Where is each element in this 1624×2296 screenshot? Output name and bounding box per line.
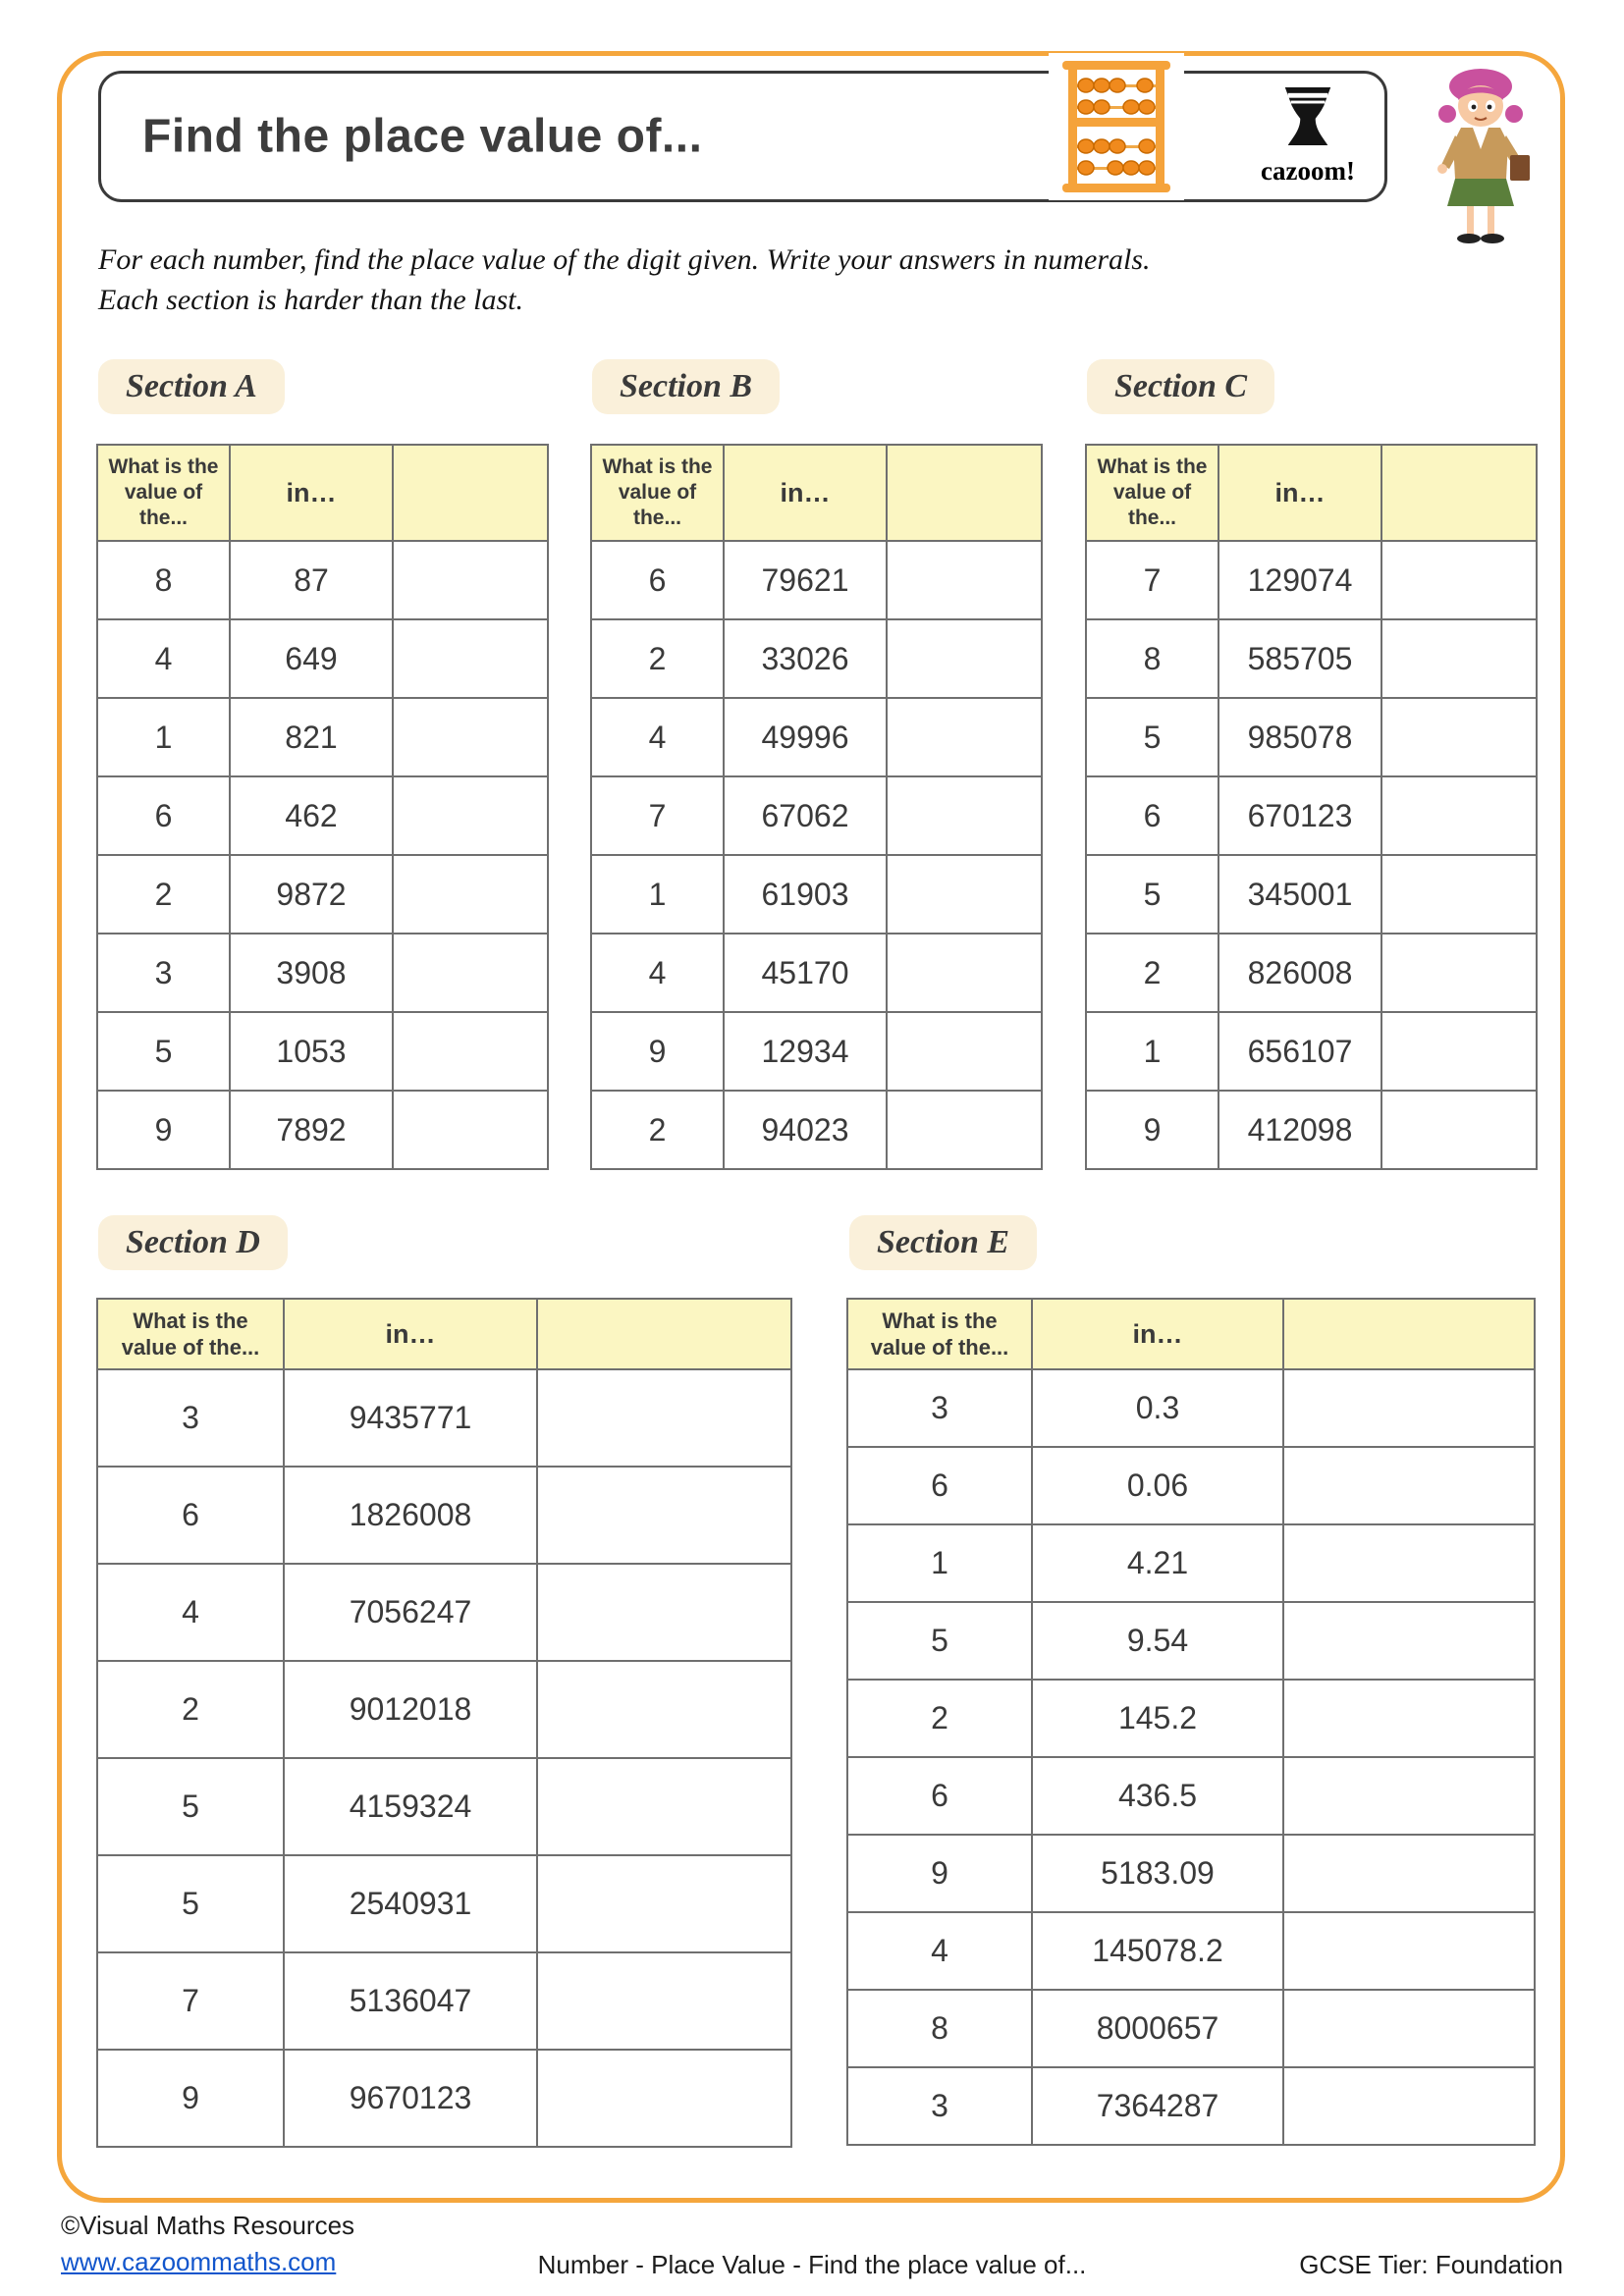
answer-cell[interactable]	[1381, 855, 1537, 934]
digit-cell: 5	[97, 1855, 284, 1952]
answer-cell[interactable]	[887, 776, 1042, 855]
answer-cell[interactable]	[887, 855, 1042, 934]
answer-cell[interactable]	[1283, 1757, 1535, 1835]
table-row	[847, 1524, 1535, 1602]
digit-cell: 6	[1086, 776, 1218, 855]
number-cell: 7364287	[1032, 2067, 1283, 2145]
number-cell: 45170	[724, 934, 887, 1012]
section-a-table	[96, 444, 549, 1170]
header-what-cell: What is the value of the...	[1086, 445, 1218, 541]
table-row	[97, 1091, 548, 1169]
number-cell: 345001	[1218, 855, 1381, 934]
digit-cell: 2	[591, 619, 724, 698]
answer-cell[interactable]	[1381, 934, 1537, 1012]
section-d-table	[96, 1298, 792, 2148]
table-row	[1086, 1012, 1537, 1091]
table-row	[97, 698, 548, 776]
digit-cell: 1	[591, 855, 724, 934]
table-row	[1086, 1091, 1537, 1169]
answer-cell[interactable]	[1381, 619, 1537, 698]
digit-cell: 8	[847, 1990, 1032, 2067]
answer-cell[interactable]	[1381, 1012, 1537, 1091]
table-row	[97, 1952, 791, 2050]
table-row	[847, 1912, 1535, 1990]
footer-worksheet-path: Number - Place Value - Find the place value of...	[537, 2250, 1087, 2279]
table-row	[97, 1369, 791, 1467]
answer-cell[interactable]	[887, 1091, 1042, 1169]
digit-cell: 8	[97, 541, 230, 619]
number-cell: 5136047	[284, 1952, 537, 2050]
number-cell: 7892	[230, 1091, 393, 1169]
table-row	[97, 1855, 791, 1952]
answer-cell[interactable]	[537, 1564, 791, 1661]
table-row	[591, 619, 1042, 698]
section-d-title: Section D	[98, 1215, 288, 1270]
header-answer-cell	[887, 445, 1042, 541]
answer-cell[interactable]	[537, 1369, 791, 1467]
table-row	[97, 776, 548, 855]
digit-cell: 4	[97, 1564, 284, 1661]
number-cell: 585705	[1218, 619, 1381, 698]
title-box	[98, 71, 1387, 202]
table-row	[97, 541, 548, 619]
table-row	[847, 1602, 1535, 1680]
table-row	[591, 1012, 1042, 1091]
table-row	[97, 2050, 791, 2147]
digit-cell: 5	[1086, 855, 1218, 934]
header-answer-cell	[1283, 1299, 1535, 1369]
digit-cell: 6	[591, 541, 724, 619]
answer-cell[interactable]	[393, 776, 548, 855]
instructions-line-2: Each section is harder than the last.	[98, 284, 524, 316]
answer-cell[interactable]	[537, 2050, 791, 2147]
answer-cell[interactable]	[393, 698, 548, 776]
answer-cell[interactable]	[393, 541, 548, 619]
table-row	[847, 1369, 1535, 1447]
digit-cell: 4	[97, 619, 230, 698]
number-cell: 649	[230, 619, 393, 698]
digit-cell: 3	[97, 934, 230, 1012]
answer-cell[interactable]	[1283, 2067, 1535, 2145]
answer-cell[interactable]	[1283, 1524, 1535, 1602]
table-row	[847, 1835, 1535, 1912]
answer-cell[interactable]	[537, 1758, 791, 1855]
number-cell: 9872	[230, 855, 393, 934]
header-in-cell: in…	[724, 445, 887, 541]
answer-cell[interactable]	[887, 1012, 1042, 1091]
answer-cell[interactable]	[1283, 1369, 1535, 1447]
table-row	[591, 934, 1042, 1012]
table-header-row	[97, 1299, 791, 1369]
answer-cell[interactable]	[537, 1952, 791, 2050]
answer-cell[interactable]	[1283, 1990, 1535, 2067]
answer-cell[interactable]	[1381, 776, 1537, 855]
header-in-cell: in…	[1032, 1299, 1283, 1369]
digit-cell: 9	[97, 2050, 284, 2147]
number-cell: 129074	[1218, 541, 1381, 619]
digit-cell: 1	[847, 1524, 1032, 1602]
answer-cell[interactable]	[537, 1855, 791, 1952]
table-row	[97, 619, 548, 698]
section-b-table	[590, 444, 1043, 1170]
answer-cell[interactable]	[393, 619, 548, 698]
table-row	[847, 2067, 1535, 2145]
number-cell: 61903	[724, 855, 887, 934]
table-row	[97, 1564, 791, 1661]
table-header-row	[847, 1299, 1535, 1369]
table-row	[97, 1661, 791, 1758]
number-cell: 412098	[1218, 1091, 1381, 1169]
number-cell: 9670123	[284, 2050, 537, 2147]
answer-cell[interactable]	[1283, 1602, 1535, 1680]
table-row	[847, 1757, 1535, 1835]
number-cell: 2540931	[284, 1855, 537, 1952]
table-row	[1086, 934, 1537, 1012]
digit-cell: 2	[97, 1661, 284, 1758]
digit-cell: 4	[847, 1912, 1032, 1990]
answer-cell[interactable]	[393, 1091, 548, 1169]
header-answer-cell	[537, 1299, 791, 1369]
digit-cell: 6	[97, 1467, 284, 1564]
table-row	[97, 1467, 791, 1564]
answer-cell[interactable]	[1283, 1447, 1535, 1524]
digit-cell: 4	[591, 698, 724, 776]
table-header-row	[591, 445, 1042, 541]
table-row	[591, 698, 1042, 776]
number-cell: 145.2	[1032, 1680, 1283, 1757]
footer-copyright: ©Visual Maths Resources	[61, 2211, 355, 2240]
table-row	[1086, 698, 1537, 776]
instructions	[98, 240, 1443, 320]
digit-cell: 2	[847, 1680, 1032, 1757]
number-cell: 656107	[1218, 1012, 1381, 1091]
section-e-table	[846, 1298, 1536, 2146]
header-in-cell: in…	[230, 445, 393, 541]
answer-cell[interactable]	[537, 1467, 791, 1564]
digit-cell: 9	[1086, 1091, 1218, 1169]
table-row	[97, 1758, 791, 1855]
answer-cell[interactable]	[1283, 1912, 1535, 1990]
table-row	[1086, 619, 1537, 698]
table-row	[1086, 855, 1537, 934]
number-cell: 462	[230, 776, 393, 855]
table-row	[591, 541, 1042, 619]
number-cell: 4.21	[1032, 1524, 1283, 1602]
answer-cell[interactable]	[537, 1661, 791, 1758]
number-cell: 985078	[1218, 698, 1381, 776]
cazoom-drum-icon	[1279, 84, 1336, 149]
digit-cell: 4	[591, 934, 724, 1012]
footer-website-link[interactable]: www.cazoommaths.com	[61, 2247, 337, 2276]
table-row	[1086, 776, 1537, 855]
digit-cell: 5	[847, 1602, 1032, 1680]
answer-cell[interactable]	[1283, 1835, 1535, 1912]
number-cell: 670123	[1218, 776, 1381, 855]
table-row	[97, 934, 548, 1012]
number-cell: 826008	[1218, 934, 1381, 1012]
digit-cell: 2	[97, 855, 230, 934]
number-cell: 9012018	[284, 1661, 537, 1758]
section-a-title: Section A	[98, 359, 285, 414]
digit-cell: 3	[97, 1369, 284, 1467]
table-row	[97, 1012, 548, 1091]
digit-cell: 9	[97, 1091, 230, 1169]
number-cell: 49996	[724, 698, 887, 776]
number-cell: 145078.2	[1032, 1912, 1283, 1990]
table-header-row	[1086, 445, 1537, 541]
answer-cell[interactable]	[1283, 1680, 1535, 1757]
digit-cell: 1	[1086, 1012, 1218, 1091]
number-cell: 79621	[724, 541, 887, 619]
schoolgirl-character	[1412, 59, 1549, 250]
answer-cell[interactable]	[1381, 1091, 1537, 1169]
section-b-title: Section B	[592, 359, 780, 414]
number-cell: 67062	[724, 776, 887, 855]
number-cell: 821	[230, 698, 393, 776]
table-row	[591, 1091, 1042, 1169]
header-what-cell: What is the value of the...	[847, 1299, 1032, 1369]
answer-cell[interactable]	[887, 934, 1042, 1012]
table-row	[591, 776, 1042, 855]
number-cell: 436.5	[1032, 1757, 1283, 1835]
digit-cell: 6	[847, 1447, 1032, 1524]
answer-cell[interactable]	[887, 541, 1042, 619]
digit-cell: 2	[591, 1091, 724, 1169]
answer-cell[interactable]	[887, 698, 1042, 776]
header-answer-cell	[1381, 445, 1537, 541]
digit-cell: 7	[1086, 541, 1218, 619]
table-row	[97, 855, 548, 934]
number-cell: 87	[230, 541, 393, 619]
number-cell: 0.06	[1032, 1447, 1283, 1524]
number-cell: 4159324	[284, 1758, 537, 1855]
number-cell: 0.3	[1032, 1369, 1283, 1447]
number-cell: 1826008	[284, 1467, 537, 1564]
number-cell: 12934	[724, 1012, 887, 1091]
table-row	[591, 855, 1042, 934]
digit-cell: 8	[1086, 619, 1218, 698]
header-what-cell: What is the value of the...	[591, 445, 724, 541]
number-cell: 3908	[230, 934, 393, 1012]
number-cell: 9435771	[284, 1369, 537, 1467]
digit-cell: 5	[97, 1758, 284, 1855]
table-row	[847, 1990, 1535, 2067]
cazoom-brand-text: cazoom!	[1261, 156, 1355, 186]
instructions-line-1: For each number, find the place value of the digit given. Write your answers in numerals.	[98, 243, 1151, 276]
section-c-title: Section C	[1087, 359, 1274, 414]
number-cell: 94023	[724, 1091, 887, 1169]
digit-cell: 3	[847, 2067, 1032, 2145]
number-cell: 5183.09	[1032, 1835, 1283, 1912]
number-cell: 1053	[230, 1012, 393, 1091]
table-row	[847, 1447, 1535, 1524]
header-in-cell: in…	[284, 1299, 537, 1369]
answer-cell[interactable]	[1381, 541, 1537, 619]
table-row	[1086, 541, 1537, 619]
digit-cell: 6	[97, 776, 230, 855]
digit-cell: 3	[847, 1369, 1032, 1447]
digit-cell: 6	[847, 1757, 1032, 1835]
answer-cell[interactable]	[393, 934, 548, 1012]
answer-cell[interactable]	[1381, 698, 1537, 776]
header-in-cell: in…	[1218, 445, 1381, 541]
digit-cell: 5	[1086, 698, 1218, 776]
digit-cell: 2	[1086, 934, 1218, 1012]
number-cell: 8000657	[1032, 1990, 1283, 2067]
digit-cell: 7	[591, 776, 724, 855]
cazoom-logo	[1229, 84, 1386, 200]
abacus-icon	[1049, 53, 1184, 200]
header-what-cell: What is the value of the...	[97, 445, 230, 541]
digit-cell: 7	[97, 1952, 284, 2050]
number-cell: 9.54	[1032, 1602, 1283, 1680]
digit-cell: 9	[847, 1835, 1032, 1912]
number-cell: 33026	[724, 619, 887, 698]
section-c-table	[1085, 444, 1538, 1170]
answer-cell[interactable]	[393, 855, 548, 934]
number-cell: 7056247	[284, 1564, 537, 1661]
page-title: Find the place value of...	[142, 110, 703, 163]
header-what-cell: What is the value of the...	[97, 1299, 284, 1369]
digit-cell: 1	[97, 698, 230, 776]
answer-cell[interactable]	[393, 1012, 548, 1091]
footer-tier-label: GCSE Tier: Foundation	[1299, 2250, 1563, 2279]
digit-cell: 9	[591, 1012, 724, 1091]
answer-cell[interactable]	[887, 619, 1042, 698]
table-header-row	[97, 445, 548, 541]
digit-cell: 5	[97, 1012, 230, 1091]
section-e-title: Section E	[849, 1215, 1037, 1270]
table-row	[847, 1680, 1535, 1757]
header-answer-cell	[393, 445, 548, 541]
